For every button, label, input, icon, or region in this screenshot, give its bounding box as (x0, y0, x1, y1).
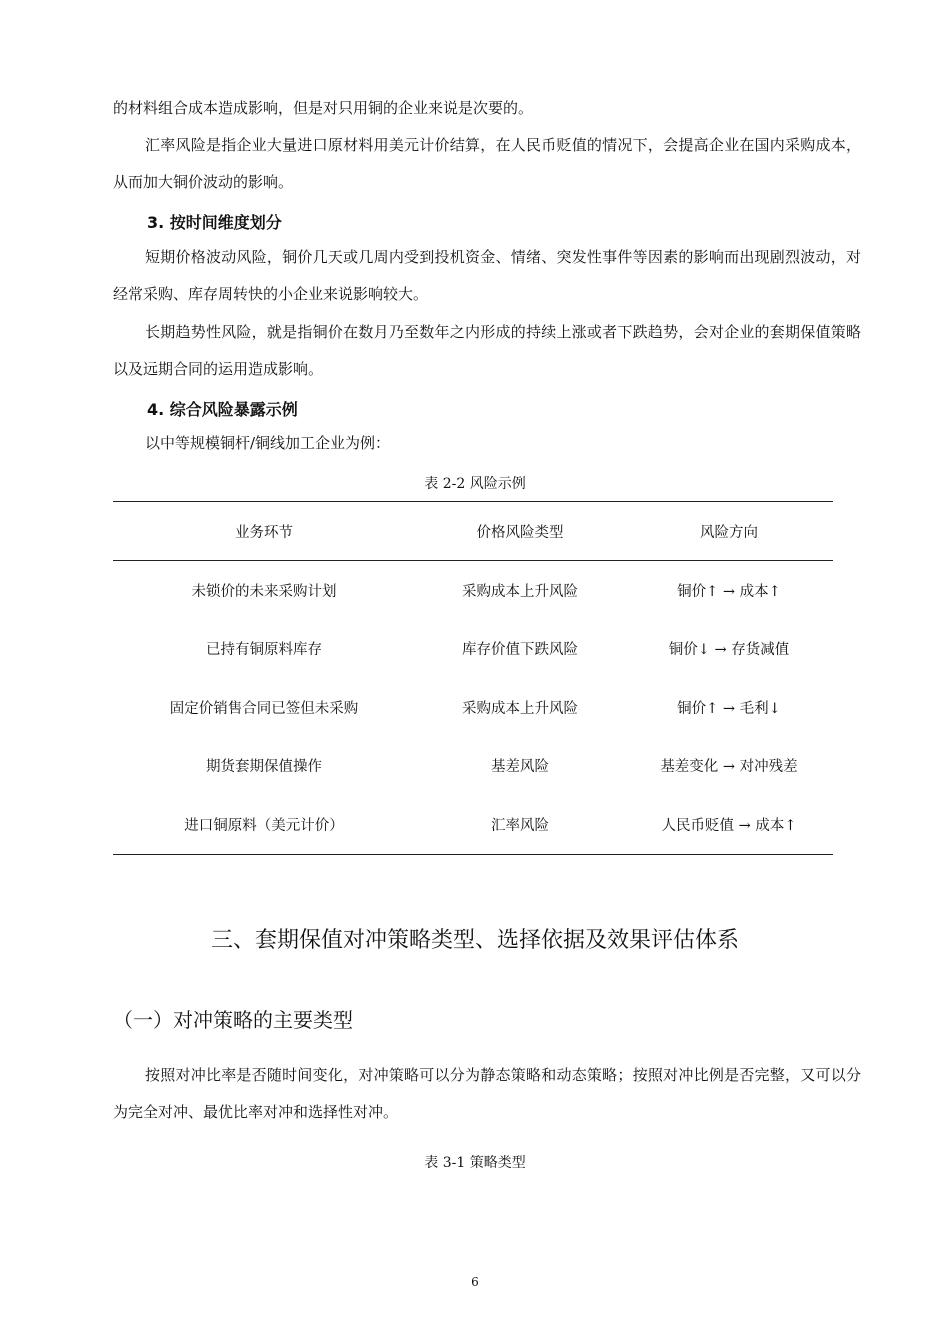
column-header: 价格风险类型 (415, 502, 625, 561)
column-header: 业务环节 (113, 502, 415, 561)
paragraph-example-intro: 以中等规模铜杆/铜线加工企业为例： (145, 434, 391, 452)
table-cell: 采购成本上升风险 (462, 583, 578, 600)
table-caption-2-2: 表 2-2 风险示例 (424, 476, 526, 492)
table-header-row (113, 502, 833, 561)
table-row (113, 737, 833, 796)
heading-combined-risk: 4. 综合风险暴露示例 (147, 400, 298, 419)
table-cell: 期货套期保值操作 (206, 759, 322, 776)
column-header: 风险方向 (625, 502, 833, 561)
paragraph-short-term-risk: 短期价格波动风险，铜价几天或几周内受到投机资金、情绪、突发性事件等因素的影响而出现剧烈波动，对经常采购、库存周转快的小企业来说影响较大。 (113, 248, 861, 303)
table-cell: 铜价↑ → 毛利↓ (677, 700, 781, 717)
table-cell: 进口铜原料（美元计价） (113, 795, 415, 854)
table-cell: 基差变化 → 对冲残差 (660, 759, 798, 776)
table-cell: 已持有铜原料库存 (206, 642, 322, 659)
subsection-title: （一）对冲策略的主要类型 (113, 1008, 353, 1032)
table-row (113, 795, 833, 854)
table-row (113, 678, 833, 737)
table-cell: 库存价值下跌风险 (462, 642, 578, 659)
risk-example-table (113, 501, 833, 855)
paragraph-exchange-rate-risk: 汇率风险是指企业大量进口原材料用美元计价结算，在人民币贬值的情况下，会提高企业在国内采购成本，从而加大铜价波动的影响。 (113, 136, 861, 191)
heading-time-dimension: 3. 按时间维度划分 (147, 213, 282, 232)
table-cell: 未锁价的未来采购计划 (191, 583, 337, 600)
table-cell: 铜价↑ → 成本↑ (677, 583, 781, 600)
paragraph-long-term-risk: 长期趋势性风险，就是指铜价在数月乃至数年之内形成的持续上涨或者下跌趋势，会对企业的套期保值策略以及远期合同的运用造成影响。 (113, 323, 861, 378)
table-cell: 固定价销售合同已签但未采购 (169, 700, 359, 717)
table-row (113, 620, 833, 679)
table-cell: 铜价↓ → 存货减值 (668, 642, 790, 659)
table-row (113, 561, 833, 620)
paragraph-strategy-types: 按照对冲比率是否随时间变化，对冲策略可以分为静态策略和动态策略；按照对冲比例是否完整，又可以分为完全对冲、最优比率对冲和选择性对冲。 (113, 1066, 861, 1121)
section-title: 三、套期保值对冲策略类型、选择依据及效果评估体系 (210, 928, 739, 953)
paragraph-continued: 的材料组合成本造成影响，但是对只用铜的企业来说是次要的。 (113, 99, 534, 117)
table-cell: 汇率风险 (415, 795, 625, 854)
page-number: 6 (471, 1275, 479, 1289)
table-cell: 人民币贬值 → 成本↑ (625, 795, 833, 854)
table-caption-3-1: 表 3-1 策略类型 (424, 1155, 526, 1171)
table-cell: 采购成本上升风险 (462, 700, 578, 717)
table-cell: 基差风险 (491, 759, 549, 776)
